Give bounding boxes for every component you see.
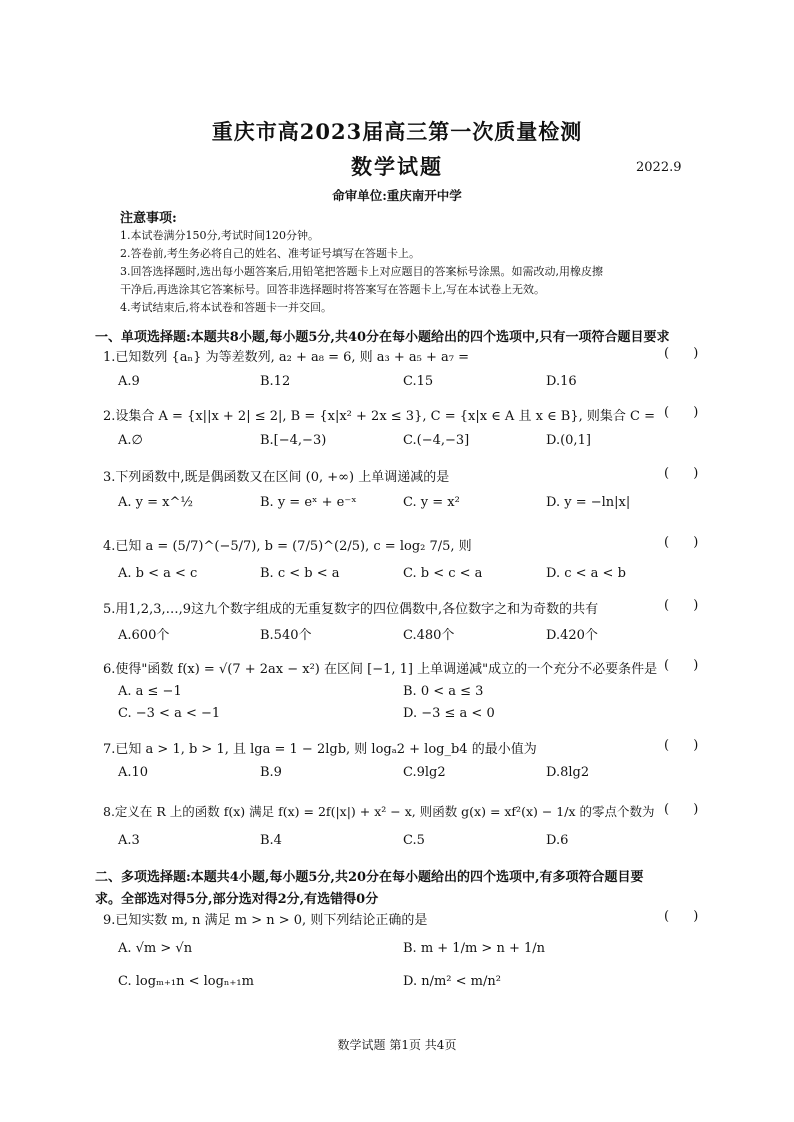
option-d: D.16: [546, 374, 577, 389]
answer-blank: ( ): [664, 405, 709, 420]
answer-blank: ( ): [664, 738, 709, 753]
page-footer: 数学试题 第1页 共4页: [337, 1038, 457, 1052]
option-c: C. y = x²: [403, 495, 460, 510]
question-stem: 5.用1,2,3,…,9这九个数字组成的无重复数字的四位偶数中,各位数字之和为奇数的共有: [103, 602, 599, 617]
option-d: D.420个: [546, 628, 598, 643]
option-b: B. m + 1/m > n + 1/n: [403, 941, 545, 956]
option-c: C. b < c < a: [403, 566, 483, 581]
option-d: D. y = −ln|x|: [546, 495, 631, 510]
answer-blank: ( ): [664, 598, 709, 613]
question-stem: 4.已知 a = (5/7)^(−5/7), b = (7/5)^(2/5), c = log₂ 7/5, 则: [103, 539, 472, 554]
option-b: B. y = eˣ + e⁻ˣ: [260, 495, 357, 510]
answer-blank: ( ): [664, 909, 709, 924]
option-d: D. −3 ≤ a < 0: [403, 706, 495, 721]
option-b: B.9: [260, 765, 282, 780]
question-stem: 6.使得"函数 f(x) = √(7 + 2ax − x²) 在区间 [−1, 1] 上单调递减"成立的一个充分不必要条件是: [103, 662, 658, 677]
answer-blank: ( ): [664, 346, 709, 361]
option-c: C. −3 < a < −1: [118, 706, 221, 721]
option-a: A. √m > √n: [118, 941, 193, 956]
question-stem: 7.已知 a > 1, b > 1, 且 lga = 1 − 2lgb, 则 logₐ2 + log_b4 的最小值为: [103, 742, 537, 757]
option-b: B. 0 < a ≤ 3: [403, 684, 484, 699]
option-a: A.10: [118, 765, 149, 780]
option-c: C.9lg2: [403, 765, 446, 780]
exam-date: 2022.9: [636, 160, 682, 175]
option-b: B. c < b < a: [260, 566, 340, 581]
notice-item: 4.考试结束后,将本试卷和答题卡一并交回。: [120, 301, 332, 314]
option-a: A. a ≤ −1: [118, 684, 182, 699]
option-d: D.8lg2: [546, 765, 590, 780]
option-a: A. y = x^½: [118, 495, 193, 510]
option-b: B.[−4,−3): [260, 433, 327, 448]
section-multi-choice-cont: 求。全部选对得5分,部分选对得2分,有选错得0分: [95, 892, 379, 907]
option-c: C.(−4,−3]: [403, 433, 470, 448]
option-b: B.540个: [260, 628, 312, 643]
option-c: C.15: [403, 374, 434, 389]
answer-blank: ( ): [664, 466, 709, 481]
answer-blank: ( ): [664, 535, 709, 550]
option-b: B.4: [260, 833, 282, 848]
option-c: C.5: [403, 833, 425, 848]
section-multi-choice: 二、多项选择题:本题共4小题,每小题5分,共20分在每小题给出的四个选项中,有多项符合题目要: [95, 870, 644, 885]
notice-item: 干净后,再选涂其它答案标号。回答非选择题时将答案写在答题卡上,写在本试卷上无效。: [120, 283, 545, 296]
question-stem: 3.下列函数中,既是偶函数又在区间 (0, +∞) 上单调递减的是: [103, 470, 450, 485]
answer-blank: ( ): [664, 658, 709, 673]
option-a: A. b < a < c: [118, 566, 198, 581]
notice-title: 注意事项:: [120, 211, 177, 226]
option-d: D. c < a < b: [546, 566, 626, 581]
option-d: D.6: [546, 833, 569, 848]
notice-item: 1.本试卷满分150分,考试时间120分钟。: [120, 229, 319, 242]
option-a: A.9: [118, 374, 140, 389]
notice-item: 2.答卷前,考生务必将自己的姓名、准考证号填写在答题卡上。: [120, 247, 420, 260]
option-d: D. n/m² < m/n²: [403, 974, 501, 989]
option-a: A.3: [118, 833, 140, 848]
option-c: C. logₘ₊₁n < logₙ₊₁m: [118, 974, 254, 989]
section-single-choice: 一、单项选择题:本题共8小题,每小题5分,共40分在每小题给出的四个选项中,只有一项符合题目要求: [95, 330, 670, 345]
option-a: A.∅: [118, 433, 143, 448]
exam-subtitle: 数学试题: [351, 154, 443, 179]
question-stem: 8.定义在 R 上的函数 f(x) 满足 f(x) = 2f(|x|) + x² − x, 则函数 g(x) = xf²(x) − 1/x 的零点个数为: [103, 804, 655, 819]
exam-unit: 命审单位:重庆南开中学: [332, 188, 462, 203]
option-d: D.(0,1]: [546, 433, 591, 448]
answer-blank: ( ): [664, 802, 709, 817]
exam-title: 重庆市高2023届高三第一次质量检测: [211, 119, 583, 144]
option-a: A.600个: [118, 628, 170, 643]
question-stem: 9.已知实数 m, n 满足 m > n > 0, 则下列结论正确的是: [103, 913, 428, 928]
option-c: C.480个: [403, 628, 455, 643]
question-stem: 2.设集合 A = {x||x + 2| ≤ 2|, B = {x|x² + 2x ≤ 3}, C = {x|x ∈ A 且 x ∈ B}, 则集合 C =: [103, 409, 655, 424]
question-stem: 1.已知数列 {aₙ} 为等差数列, a₂ + a₈ = 6, 则 a₃ + a₅ + a₇ =: [103, 350, 469, 365]
notice-item: 3.回答选择题时,选出每小题答案后,用铅笔把答题卡上对应题目的答案标号涂黑。如需改动,用橡皮擦: [120, 265, 603, 278]
option-b: B.12: [260, 374, 291, 389]
